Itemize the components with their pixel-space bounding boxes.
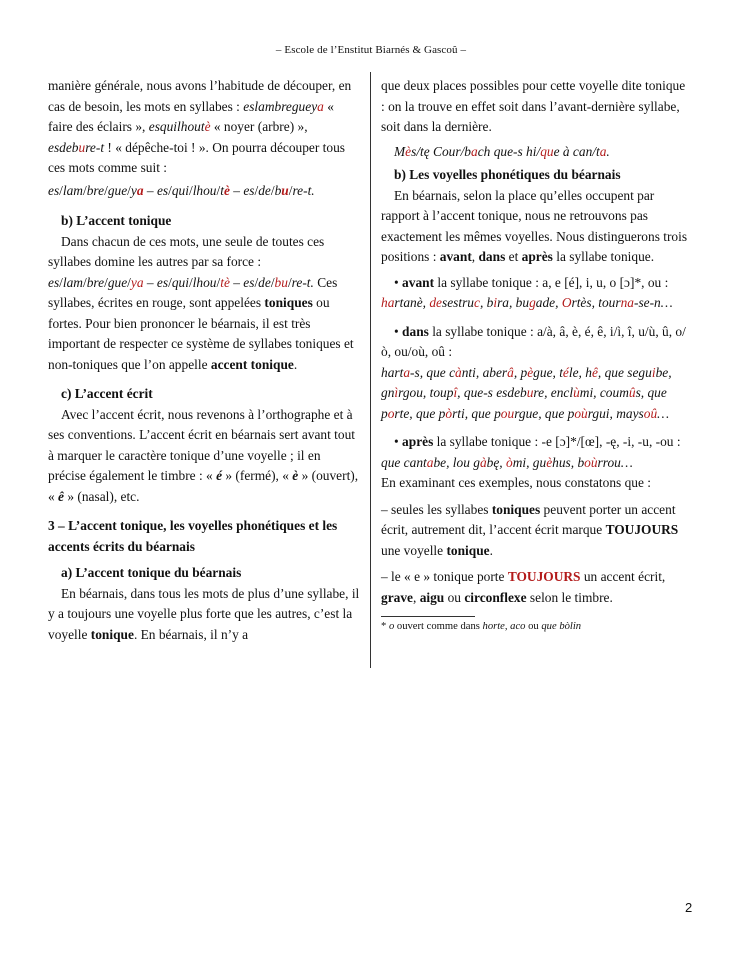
bullet-avant: • avant la syllabe tonique : a, e [é], i, u, o [ɔ]*, ou :: [394, 274, 669, 290]
footnote: [381, 620, 690, 634]
bullet-dans: • dans la syllabe tonique : a/à, â, è, é, ê, i/ì, î, u/ù, û, o/ò, ou/où, oû :: [381, 323, 686, 359]
heading-b-accent-tonique: b) L’accent tonique: [61, 213, 172, 228]
text: peuvent porter un accent écrit, autrement dit, l’accent écrit marque: [381, 501, 676, 537]
text: la syllabe tonique : a, e [é], i, u, o [ɔ]*, ou :: [434, 274, 669, 290]
text: .: [489, 542, 493, 558]
example-word: esdebure-t: [48, 139, 105, 155]
bullet-apres: • après la syllabe tonique : -e [ɔ]*/[œ], -ę, -i, -u, -ou : que cantabe, lou gàbę, òmi, guèhus, boùrrou…: [381, 434, 681, 470]
column-divider: [370, 72, 371, 668]
text: selon le timbre.: [526, 589, 613, 605]
text: – seules les syllabes: [381, 501, 492, 517]
text: une voyelle: [381, 542, 447, 558]
text: En béarnais, dans tous les mots de plus d’une syllabe, il y a toujours une voyelle plus forte que les autres, c’est la voyelle: [48, 585, 360, 642]
text: ou: [525, 621, 542, 632]
examples-dans: harta-s, que cànti, aberâ, pègue, téle, hê, que seguibe, gnìrgou, toupî, que-s esdebure, enclùmi, coumûs, que porte, que pòrti, que pourgue, que poùrgui, maysoû…: [381, 364, 672, 421]
bold-term: tonique: [446, 542, 490, 558]
text: – le « e » tonique porte: [381, 569, 508, 584]
heading-c-accent-ecrit: c) L’accent écrit: [61, 386, 153, 401]
text: la syllabe tonique : -e [ɔ]*/[œ], -ę, -i, -u, -ou :: [433, 434, 681, 449]
paragraph-c: [48, 405, 360, 508]
examples-avant: hartanè, desestruc, bira, bugade, Ortès, tourna-se-n…: [381, 295, 673, 310]
bold-term: dans: [478, 249, 506, 264]
text: ou: [444, 589, 465, 605]
text: un accent écrit,: [580, 569, 666, 584]
text: Ces syllabes, écrites en rouge, sont appelées: [48, 274, 338, 310]
bold-term: avant: [402, 274, 435, 290]
bold-term: grave: [381, 589, 413, 605]
text: » (fermé), «: [222, 468, 293, 483]
text: *: [381, 621, 389, 632]
bold-term: après: [402, 434, 434, 449]
text: .: [293, 356, 298, 372]
accent-example: ê: [58, 488, 64, 504]
paragraph-voyelles: [381, 186, 690, 268]
text: ,: [412, 589, 420, 605]
text: » (ouvert), «: [48, 468, 359, 504]
text: ouvert comme dans: [394, 621, 483, 632]
footnote-rule: [381, 616, 475, 617]
text: En béarnais, selon la place qu’elles occupent par rapport à l’accent tonique, nous ne retrouvons pas exactement les mêmes voyelles. Nous distinguerons trois positions :: [381, 187, 688, 264]
example-word: esquilhoutè: [148, 119, 211, 134]
text: ou fortes. Pour bien prononcer le béarnais, il est très important de respecter ce système de syllabes toniques et non-toniques que l’on appelle: [48, 295, 354, 372]
red-bold-term: TOUJOURS: [507, 569, 581, 584]
text: Avec l’accent écrit, nous revenons à l’orthographe et à ses conventions. L’accent écrit en béarnais sert avant tout à marquer le caractère tonique d’une voyelle ; il en précise également le timbre : «: [48, 406, 356, 483]
accent-example: è: [292, 468, 299, 483]
text: » (nasal), etc.: [64, 488, 140, 504]
text: la syllabe tonique.: [552, 249, 655, 264]
bold-term: avant: [439, 249, 472, 264]
paragraph-conclusion: En examinant ces exemples, nous constatons que :: [381, 475, 651, 490]
text: « noyer (arbre) »,: [210, 119, 308, 134]
bold-term: aigu: [419, 589, 445, 605]
conclusion-1: [381, 500, 690, 562]
bold-term: après: [521, 249, 553, 264]
text: manière générale, nous avons l’habitude de découper, en cas de besoin, les mots en syllabes :: [48, 78, 352, 114]
page-number: 2: [685, 900, 693, 915]
accent-example: é: [216, 468, 223, 483]
example-word: eslambregueya: [243, 98, 324, 114]
example-sentence: Mès/tę Cour/bach que-s hi/que à can/ta.: [394, 143, 610, 159]
bold-term: accent tonique: [210, 356, 294, 372]
text: ! « dépêche-toi ! ». On pourra découper tous ces mots comme suit :: [48, 139, 345, 175]
paragraph-b: Dans chacun de ces mots, une seule de toutes ces syllabes domine les autres par sa force :: [48, 233, 325, 269]
heading-b-voyelles: b) Les voyelles phonétiques du béarnais: [394, 167, 621, 182]
syllable-split-1: es/lam/bre/gue/ya – es/qui/lhou/tè – es/de/bu/re-t.: [48, 182, 315, 198]
heading-a-accent-tonique-bearnais: a) L’accent tonique du béarnais: [61, 565, 242, 580]
text: . En béarnais, il n’y a: [133, 626, 249, 642]
bold-term: circonflexe: [464, 589, 527, 605]
conclusion-2: [381, 567, 690, 608]
text: la syllabe tonique : a/à, â, è, é, ê, i/ì, î, u/ù, û, o/ò, ou/où, oû :: [381, 323, 686, 359]
text: ,: [471, 249, 479, 264]
left-column: [48, 76, 360, 645]
bold-term: TOUJOURS: [605, 522, 679, 537]
right-column: [381, 76, 690, 634]
bold-term: toniques: [264, 295, 313, 310]
bold-term: toniques: [491, 501, 541, 517]
italic-text: horte, aco: [482, 621, 526, 632]
paragraph-a: [48, 584, 360, 646]
syllable-split-2: es/lam/bre/gue/ya – es/qui/lhou/tè – es/de/bu/re-t. Ces syllabes, écrites en rouge, sont appelées toniques ou fortes. Pour bien prononcer le béarnais, il est très important de respecter ce système de syllabes toniques et non-toniques que l’on appelle accent tonique.: [48, 274, 354, 372]
italic-text: o: [388, 621, 395, 632]
paragraph-intro: [48, 76, 360, 179]
text: et: [505, 249, 522, 264]
bold-term: dans: [402, 323, 429, 339]
bold-term: tonique: [90, 626, 134, 642]
italic-text: que bòlin: [541, 621, 582, 632]
paragraph-continued: que deux places possibles pour cette voyelle dite tonique : on la trouve en effet soit dans l’avant-dernière syllabe, soit dans la dernière.: [381, 78, 686, 134]
heading-section-3: 3 – L’accent tonique, les voyelles phonétiques et les accents écrits du béarnais: [48, 518, 338, 554]
running-header: – Escole de l’Enstitut Biarnés & Gascoû –: [275, 44, 467, 56]
text: « faire des éclairs »,: [48, 98, 334, 134]
